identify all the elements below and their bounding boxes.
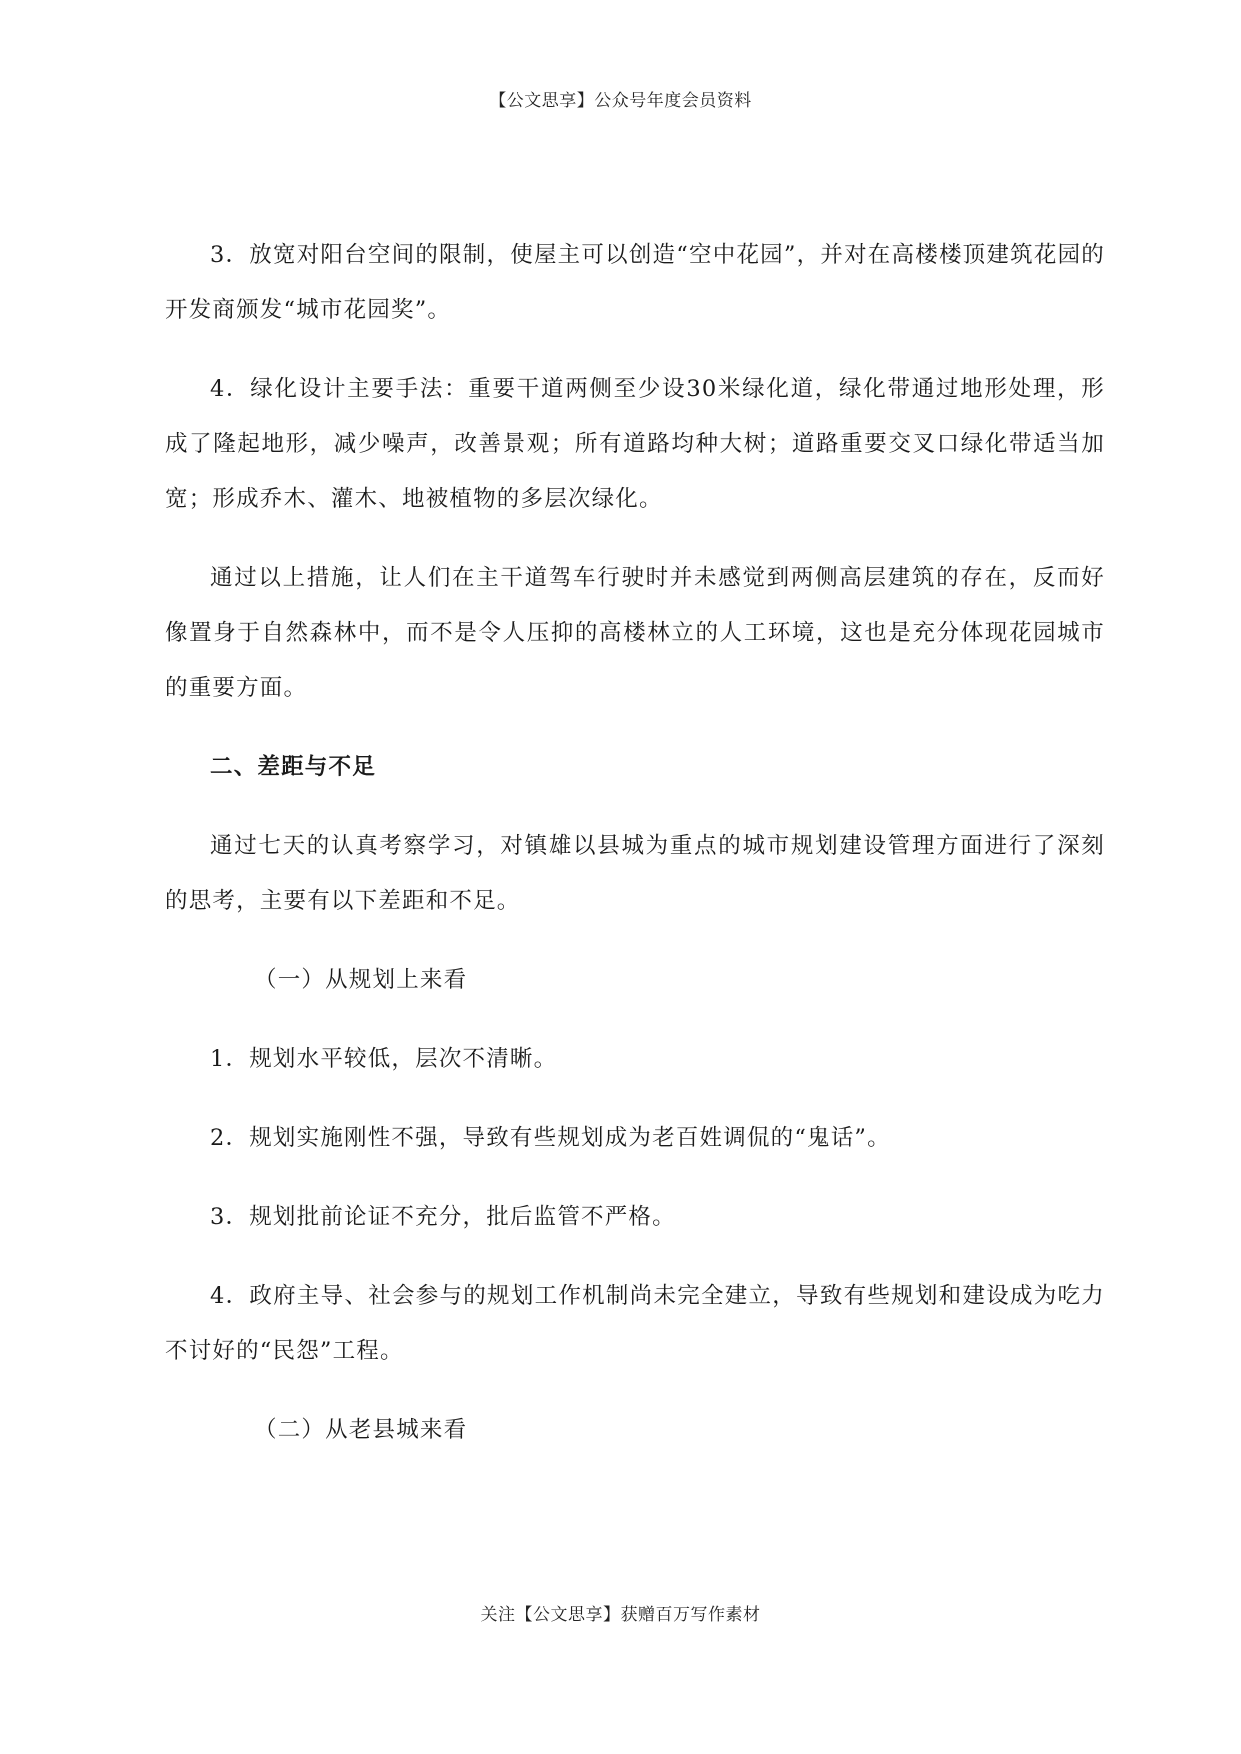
paragraph-study-reflection: 通过七天的认真考察学习，对镇雄以县城为重点的城市规划建设管理方面进行了深刻的思考，主要有以下差距和不足。 (165, 833, 1105, 914)
page-footer: 关注【公文思享】获赠百万写作素材 (480, 1605, 761, 1625)
subheading-old-county: （二）从老县城来看 (254, 1417, 468, 1443)
paragraph-greening-design: 4．绿化设计主要手法：重要干道两侧至少设30米绿化道，绿化带通过地形处理，形成了隆起地形，减少噪声，改善景观；所有道路均种大树；道路重要交叉口绿化带适当加宽；形成乔木、灌木、地被植物的多层次绿化。 (165, 376, 1105, 512)
list-item-planning-4: 4．政府主导、社会参与的规划工作机制尚未完全建立，导致有些规划和建设成为吃力不讨好的“民怨”工程。 (165, 1283, 1105, 1364)
paragraph-balcony-garden: 3．放宽对阳台空间的限制，使屋主可以创造“空中花园”，并对在高楼楼顶建筑花园的开发商颁发“城市花园奖”。 (165, 242, 1105, 323)
page-header: 【公文思享】公众号年度会员资料 (489, 91, 752, 111)
paragraph-measures-summary: 通过以上措施，让人们在主干道驾车行驶时并未感觉到两侧高层建筑的存在，反而好像置身于自然森林中，而不是令人压抑的高楼林立的人工环境，这也是充分体现花园城市的重要方面。 (165, 565, 1105, 701)
list-item-planning-1: 1．规划水平较低，层次不清晰。 (210, 1046, 558, 1072)
subheading-planning: （一）从规划上来看 (254, 967, 468, 993)
list-item-planning-3: 3．规划批前论证不充分，批后监管不严格。 (210, 1204, 676, 1230)
list-item-planning-2: 2．规划实施刚性不强，导致有些规划成为老百姓调侃的“鬼话”。 (210, 1125, 891, 1151)
section-heading-gaps: 二、差距与不足 (210, 754, 376, 780)
document-body (165, 228, 1105, 1482)
